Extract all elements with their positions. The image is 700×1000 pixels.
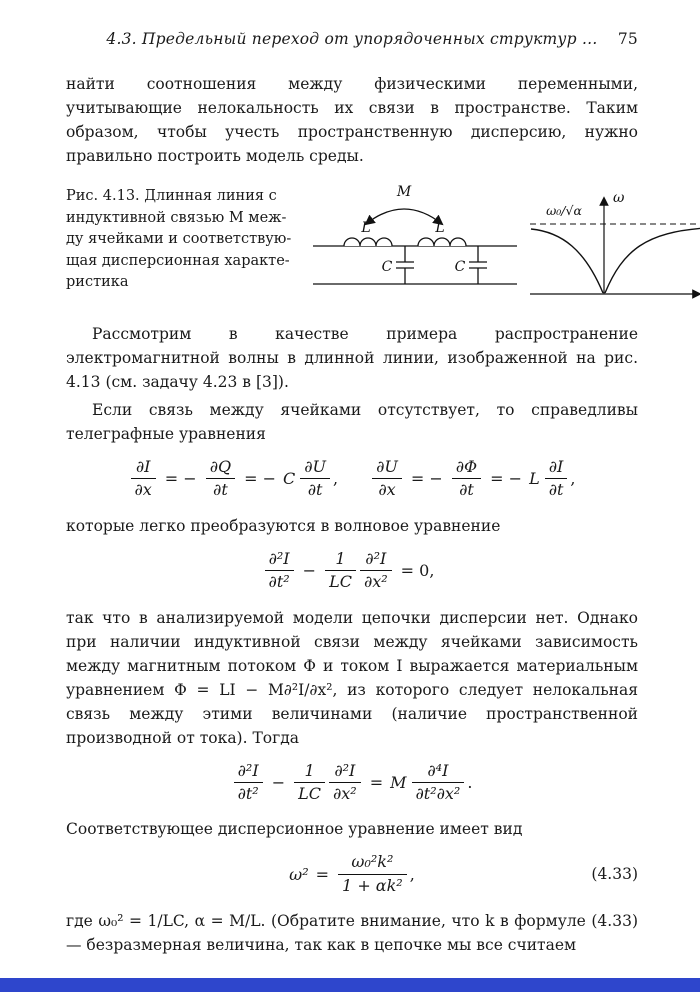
fraction-dI-dt: $\frac{\partial I}{\partial t}$	[545, 458, 568, 500]
math-operator: −	[302, 561, 317, 581]
inductor-2-label: L	[435, 220, 445, 236]
fraction-dQ-dt: $\frac{\partial Q}{\partial t}$	[206, 458, 235, 500]
fraction-d2I-dt2: $\frac{\text{∂²I}}{\text{∂t²}}$	[234, 762, 263, 804]
coefficient-C: C	[283, 469, 296, 489]
capacitor-2-label: C	[454, 259, 466, 275]
mutual-inductance-label: M	[396, 184, 412, 200]
fraction-dispersion: $\frac{\text{ω₀²k²}}{\text{1 + αk²}}$	[338, 853, 407, 895]
bottom-accent-bar	[0, 978, 700, 992]
math-operator: −	[271, 772, 286, 792]
inductor-1-label: L	[361, 220, 371, 236]
asymptote-label: ω₀/√α	[546, 203, 582, 218]
fraction-d2I-dx2: $\frac{\text{∂²I}}{\text{∂x²}}$	[329, 762, 361, 804]
paragraph-wave-intro: которые легко преобразуются в волновое уравнение	[66, 516, 501, 535]
coefficient-L: L	[529, 469, 540, 489]
comma: ,	[333, 469, 339, 489]
inductor-1	[344, 238, 392, 246]
mutual-coupling-arrow	[366, 209, 442, 224]
math-operator: =	[369, 772, 384, 792]
paragraph-coupling: так что в анализируемой модели цепочки дисперсии нет. Однако при наличии индуктивной связи между ячейками зависимость между магнитным потоком Φ и током I выражается материальным уравнением Φ = LI − M∂²I/∂x², из которого следует нелокальная связь между этими величинами (наличие пространственной производной от тока). Тогда	[66, 608, 638, 747]
fraction-dU-dx: $\frac{\partial U}{\partial x}$	[372, 458, 402, 500]
figure-caption	[66, 182, 304, 294]
figure-4-13	[66, 182, 638, 310]
capacitor-1-label: C	[381, 259, 393, 275]
inductor-2	[418, 238, 466, 246]
paragraph-dispersion-intro: Соответствующее дисперсионное уравнение имеет вид	[66, 820, 523, 839]
math-operator: = 0,	[400, 561, 435, 581]
caption-line: индуктивной связью M меж-	[66, 209, 287, 226]
circuit-diagram	[308, 182, 522, 304]
capacitor-1	[396, 246, 414, 284]
equation-number: (4.33)	[591, 865, 638, 884]
math-operator: = −	[490, 469, 523, 489]
page-header	[66, 30, 638, 48]
equation-coupled	[66, 762, 638, 804]
math-operator: = −	[410, 469, 443, 489]
paragraph-example: Рассмотрим в качестве примера распространение электромагнитной волны в длинной линии, изображенной на рис. 4.13 (см. задачу 4.23 в [3]).	[66, 325, 638, 391]
paragraph-no-coupling: Если связь между ячейками отсутствует, то справедливы телеграфные уравнения	[66, 401, 638, 443]
paragraph-closing: где ω₀² = 1/LC, α = M/L. (Обратите внимание, что k в формуле (4.33) — безразмерная величина, так как в цепочке мы все считаем	[66, 912, 638, 955]
caption-line: щая дисперсионная характе-	[66, 252, 290, 269]
fraction-1-LC: $\frac{1}{LC}$	[294, 762, 325, 804]
running-title: 4.3. Предельный переход от упорядоченных структур …	[106, 30, 598, 48]
equation-wave	[66, 550, 638, 592]
caption-line: ду ячейками и соответствую-	[66, 231, 292, 247]
fraction-dPhi-dt: $\frac{\partial\Phi}{\partial t}$	[452, 458, 481, 500]
dispersion-curve-left	[531, 229, 603, 293]
caption-line: Рис. 4.13. Длинная линия с	[66, 188, 277, 204]
math-operator: = −	[164, 469, 197, 489]
dispersion-curve-right	[605, 228, 700, 293]
omega-squared: ω²	[289, 864, 309, 884]
fraction-dI-dx: $\frac{\partial I}{\partial x}$	[131, 458, 156, 500]
dispersion-graph	[526, 182, 700, 310]
fraction-d4I-dt2dx2: $\frac{\text{∂⁴I}}{\text{∂t²∂x²}}$	[412, 762, 465, 804]
fraction-d2I-dt2: $\frac{\text{∂²I}}{\text{∂t²}}$	[265, 550, 294, 592]
fraction-dU-dt: $\frac{\partial U}{\partial t}$	[300, 458, 330, 500]
comma: ,	[570, 469, 576, 489]
capacitor-2	[469, 246, 487, 284]
fraction-d2I-dx2: $\frac{\text{∂²I}}{\text{∂x²}}$	[360, 550, 392, 592]
caption-line: ристика	[66, 274, 129, 290]
coefficient-M: M	[390, 772, 407, 792]
period: .	[467, 772, 473, 792]
page-number: 75	[617, 30, 638, 48]
equation-dispersion	[66, 853, 638, 895]
fraction-1-LC: $\frac{1}{LC}$	[325, 550, 356, 592]
paragraph-continuation: найти соотношения между физическими переменными, учитывающие нелокальность их связи в пространстве. Таким образом, чтобы учесть пространственную дисперсию, нужно правильно построить модель среды.	[66, 75, 638, 165]
equation-telegraph	[66, 458, 638, 500]
comma: ,	[409, 864, 415, 884]
math-operator: = −	[244, 469, 276, 489]
omega-axis-label: ω	[613, 190, 625, 206]
equals-sign: =	[315, 864, 330, 884]
